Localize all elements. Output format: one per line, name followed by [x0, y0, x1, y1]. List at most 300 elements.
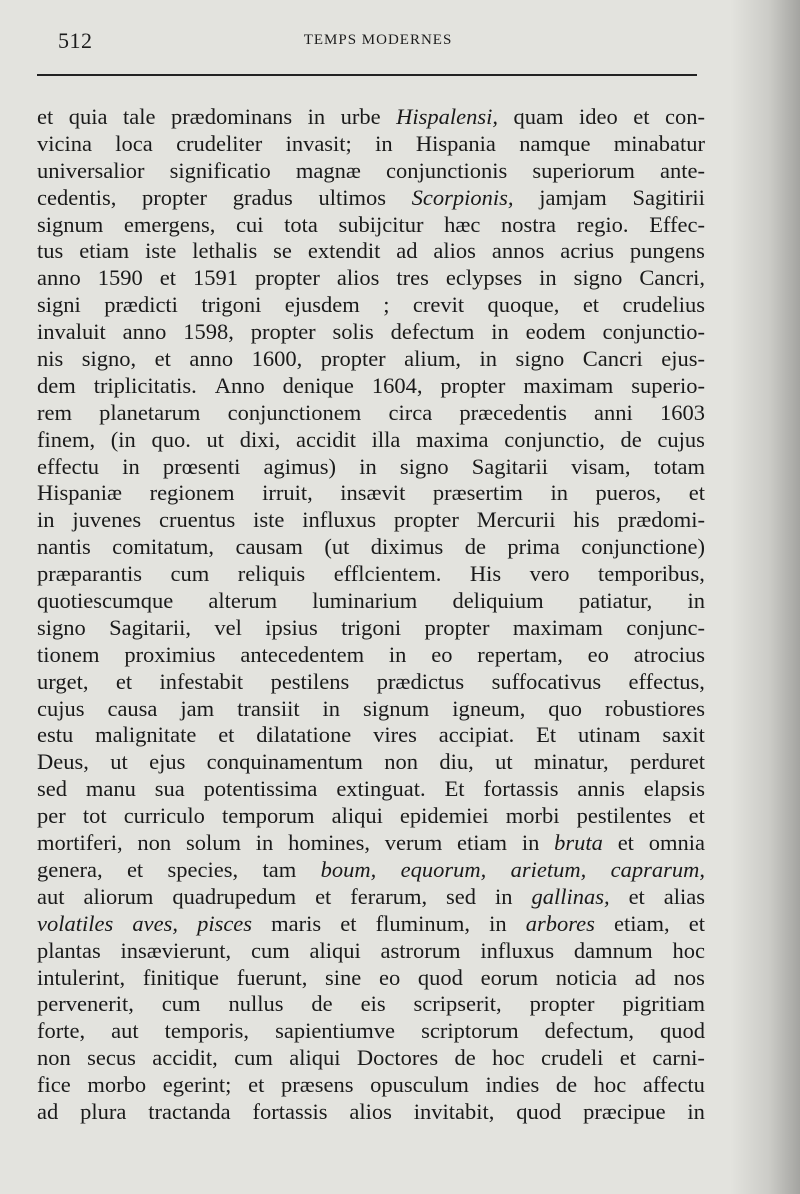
- word: robustiores: [605, 695, 705, 721]
- word: annos: [491, 238, 545, 264]
- word: iste: [145, 238, 177, 264]
- word: præsertim: [432, 480, 523, 506]
- word: volatiles: [37, 910, 114, 936]
- text-line: [37, 185, 705, 212]
- word: Sagitarii,: [109, 614, 191, 640]
- word: non: [37, 1045, 71, 1071]
- word: Anno: [214, 372, 265, 398]
- word: extendit: [307, 238, 381, 264]
- word: noticia: [555, 964, 617, 990]
- text-line: [37, 1072, 705, 1099]
- word: arietum,: [510, 856, 587, 882]
- word: curriculo: [123, 803, 205, 829]
- word: in: [521, 830, 540, 856]
- word: etiam,: [614, 910, 670, 936]
- word: solis: [332, 319, 374, 345]
- word: urget,: [37, 668, 89, 694]
- word: alios: [336, 265, 380, 291]
- word: vires: [373, 722, 417, 748]
- word: hoc: [492, 1045, 525, 1071]
- word: causam: [235, 534, 303, 560]
- text-line: [37, 158, 705, 185]
- word: in: [255, 830, 274, 856]
- word: eo: [378, 964, 401, 990]
- word: superiorum: [532, 157, 635, 183]
- word: finem,: [37, 426, 96, 452]
- word: emergens,: [123, 211, 216, 237]
- word: et: [628, 883, 645, 909]
- word: pestilentes: [576, 803, 672, 829]
- word: cruentus: [159, 507, 236, 533]
- word: opusculum: [370, 1072, 469, 1098]
- word: et: [248, 1072, 265, 1098]
- text-line: [37, 292, 705, 319]
- word: anno: [37, 265, 81, 291]
- word: temporibus,: [598, 561, 705, 587]
- word: propter: [424, 614, 490, 640]
- word: signum: [37, 211, 104, 237]
- word: annis: [577, 776, 625, 802]
- word: pisces: [197, 910, 253, 936]
- page-number: 512: [58, 28, 93, 53]
- page-header: [58, 28, 698, 64]
- word: Et: [444, 776, 465, 802]
- text-line: [37, 1099, 705, 1126]
- word: damnum: [573, 937, 653, 963]
- word: carni-: [652, 1045, 705, 1071]
- word: planetarum: [99, 399, 201, 425]
- word: bruta: [554, 830, 603, 856]
- word: accipiat.: [438, 722, 515, 748]
- text-line: [37, 857, 705, 884]
- word: invitabit,: [413, 1098, 495, 1124]
- word: signi: [37, 292, 81, 318]
- word: in: [322, 695, 341, 721]
- word: estu: [37, 722, 74, 748]
- word: sed: [37, 776, 67, 802]
- word: fluminum,: [375, 910, 471, 936]
- word: in: [375, 130, 393, 156]
- word: sapientiumve: [275, 1018, 396, 1044]
- word: proximius: [124, 641, 216, 667]
- word: alios: [349, 1098, 392, 1124]
- text-line: [37, 588, 705, 615]
- word: et: [688, 910, 705, 936]
- word: quod: [659, 1018, 705, 1044]
- word: 1598,: [183, 319, 234, 345]
- word: jamjam: [539, 184, 607, 210]
- word: Cancri,: [639, 265, 705, 291]
- text-line: [37, 319, 705, 346]
- word: non: [137, 830, 172, 856]
- word: anno: [189, 346, 234, 372]
- word: 1600,: [251, 346, 303, 372]
- word: præcedentis: [459, 399, 567, 425]
- word: aliqui: [331, 803, 383, 829]
- word: Hispaniæ: [37, 480, 123, 506]
- word: 1603: [659, 399, 705, 425]
- word: maximam: [512, 614, 603, 640]
- word: et: [37, 104, 54, 129]
- word: con-: [664, 104, 705, 129]
- word: eodem: [525, 319, 586, 345]
- text-line: [37, 991, 705, 1018]
- word: omnia: [648, 830, 705, 856]
- word: dem: [37, 372, 76, 398]
- word: et: [688, 480, 705, 506]
- word: solum: [185, 830, 241, 856]
- word: agimus): [263, 453, 337, 479]
- word: invasit;: [285, 130, 352, 156]
- word: reliquis: [237, 561, 306, 587]
- word: ferarum,: [350, 883, 428, 909]
- word: eo: [431, 641, 453, 667]
- word: ideo: [579, 104, 618, 129]
- word: insævierunt,: [120, 937, 232, 963]
- word: signo,: [81, 346, 137, 372]
- word: ad: [396, 238, 418, 264]
- word: cedentis,: [37, 184, 117, 210]
- text-line: [37, 911, 705, 938]
- word: aut: [111, 1018, 139, 1044]
- text-line: [37, 669, 705, 696]
- word: propter: [254, 265, 320, 291]
- word: se: [273, 238, 292, 264]
- word: fortassis: [252, 1098, 328, 1124]
- word: jam: [180, 695, 215, 721]
- word: in: [687, 588, 705, 614]
- word: mortiferi,: [37, 830, 123, 856]
- word: significatio: [169, 157, 271, 183]
- word: 1590: [97, 265, 143, 291]
- word: trigoni: [341, 614, 402, 640]
- text-line: [37, 830, 705, 857]
- word: et: [154, 346, 171, 372]
- word: rem: [37, 399, 72, 425]
- word: tus: [37, 238, 64, 264]
- word: nostra: [501, 211, 557, 237]
- word: finitique: [142, 964, 220, 990]
- word: in: [388, 641, 407, 667]
- word: conjunctione): [581, 534, 705, 560]
- word: nos: [673, 964, 705, 990]
- word: circa: [388, 399, 433, 425]
- word: ut: [495, 749, 513, 775]
- word: tam: [262, 856, 297, 882]
- word: hæc: [444, 211, 481, 237]
- text-line: [37, 749, 705, 776]
- word: tractanda: [148, 1098, 231, 1124]
- word: equorum,: [400, 856, 487, 882]
- word: denique: [282, 372, 354, 398]
- word: cum: [161, 991, 201, 1017]
- word: patiatur,: [578, 588, 653, 614]
- word: Hispania: [415, 130, 496, 156]
- word: alios: [433, 238, 476, 264]
- text-line: [37, 884, 705, 911]
- word: pungens: [629, 238, 705, 264]
- word: gradus: [232, 184, 293, 210]
- word: in: [489, 910, 507, 936]
- word: alterum: [208, 588, 278, 614]
- word: secus: [87, 1045, 136, 1071]
- word: vicina: [37, 130, 92, 156]
- word: in: [495, 883, 513, 909]
- text-line: [37, 561, 705, 588]
- word: diximus: [370, 534, 444, 560]
- word: cum: [250, 937, 290, 963]
- word: maximam: [523, 372, 614, 398]
- word: morbo: [87, 1072, 147, 1098]
- word: minatur,: [533, 749, 609, 775]
- word: aves,: [132, 910, 178, 936]
- text-line: [37, 373, 705, 400]
- word: et: [115, 668, 133, 694]
- word: in: [539, 265, 557, 291]
- word: totam: [653, 453, 705, 479]
- word: plura: [80, 1098, 127, 1124]
- word: cujus: [37, 695, 85, 721]
- word: minabatur: [613, 130, 705, 156]
- word: etiam: [79, 238, 130, 264]
- word: conjunctio-: [602, 319, 705, 345]
- word: dixi,: [239, 426, 281, 452]
- word: crudeli: [540, 1045, 604, 1071]
- word: crevit: [412, 292, 465, 318]
- word: superio-: [631, 372, 705, 398]
- word: triplicitatis.: [93, 372, 197, 398]
- word: maxima: [416, 426, 489, 452]
- word: transiit: [237, 695, 300, 721]
- word: de: [464, 534, 486, 560]
- word: propter: [529, 991, 595, 1017]
- text-line: [37, 454, 705, 481]
- text-line: [37, 534, 705, 561]
- word: effectu: [37, 453, 100, 479]
- word: præparantis: [37, 561, 142, 587]
- word: aliqui: [289, 1045, 341, 1071]
- word: deliquium: [452, 588, 544, 614]
- word: vero: [529, 561, 570, 587]
- word: quotiescumque: [37, 588, 174, 614]
- word: iste: [253, 507, 285, 533]
- word: defectum,: [544, 1018, 634, 1044]
- word: propter: [320, 346, 386, 372]
- word: affectu: [642, 1072, 705, 1098]
- word: quod: [516, 1098, 562, 1124]
- word: signo: [573, 265, 623, 291]
- word: (ut: [324, 534, 350, 560]
- word: luminarium: [312, 588, 418, 614]
- word: ad: [37, 1098, 59, 1124]
- word: extinguat.: [336, 776, 426, 802]
- word: influxus: [480, 937, 555, 963]
- word: signo: [399, 453, 449, 479]
- word: quod: [417, 964, 463, 990]
- word: caprarum,: [610, 856, 705, 882]
- word: conjunctionem: [227, 399, 362, 425]
- word: eis: [360, 991, 386, 1017]
- word: indies: [485, 1072, 540, 1098]
- word: arbores: [525, 910, 595, 936]
- word: lethalis: [192, 238, 258, 264]
- word: scripserit,: [413, 991, 502, 1017]
- word: Deus,: [37, 749, 89, 775]
- word: illa: [371, 426, 401, 452]
- word: in: [550, 480, 568, 506]
- word: et: [633, 104, 650, 129]
- word: Et: [536, 722, 557, 748]
- word: prædicti: [104, 292, 178, 318]
- word: cum: [170, 561, 210, 587]
- word: regionem: [149, 480, 235, 506]
- word: quo.: [151, 426, 191, 452]
- text-line: [37, 642, 705, 669]
- word: cum: [234, 1045, 273, 1071]
- word: alias: [663, 883, 705, 909]
- word: defectum: [390, 319, 475, 345]
- word: tale: [122, 104, 156, 129]
- text-line: [37, 615, 705, 642]
- word: Scorpionis,: [411, 184, 514, 210]
- word: in: [491, 319, 509, 345]
- word: prædominans: [170, 104, 293, 129]
- word: crudeliter: [176, 130, 263, 156]
- word: maris: [271, 910, 322, 936]
- word: prædomi-: [617, 507, 705, 533]
- word: et: [582, 292, 600, 318]
- word: nullus: [228, 991, 284, 1017]
- word: invaluit: [37, 319, 106, 345]
- word: conjunctio,: [504, 426, 605, 452]
- word: nis: [37, 346, 64, 372]
- word: signum: [363, 695, 430, 721]
- word: insævit: [340, 480, 406, 506]
- word: Effec-: [649, 211, 705, 237]
- word: cujus: [657, 426, 705, 452]
- word: Sagitirii: [632, 184, 705, 210]
- word: aut: [37, 883, 65, 909]
- word: juvenes: [72, 507, 142, 533]
- word: ejus-: [661, 346, 705, 372]
- word: et: [340, 910, 357, 936]
- word: quo: [548, 695, 583, 721]
- word: irruit,: [262, 480, 313, 506]
- word: propter: [440, 372, 506, 398]
- word: eorum: [480, 964, 539, 990]
- word: ultimos: [318, 184, 386, 210]
- word: manu: [85, 776, 136, 802]
- word: acrius: [560, 238, 614, 264]
- word: ;: [383, 292, 390, 318]
- word: quoque,: [487, 292, 560, 318]
- word: perduret: [629, 749, 705, 775]
- word: comitatum,: [112, 534, 215, 560]
- text-line: [37, 480, 705, 507]
- word: Hispalensi,: [396, 104, 499, 129]
- word: signo: [37, 614, 86, 640]
- word: repertam,: [477, 641, 563, 667]
- word: et: [315, 883, 332, 909]
- text-line: [37, 938, 705, 965]
- word: universalior: [37, 157, 145, 183]
- word: propter: [250, 319, 316, 345]
- text-line: [37, 965, 705, 992]
- word: ipsius: [265, 614, 318, 640]
- word: antecedentem: [240, 641, 365, 667]
- spine-shadow: [730, 0, 800, 1194]
- word: pueros,: [595, 480, 662, 506]
- text-line: [37, 400, 705, 427]
- word: crudelius: [622, 292, 705, 318]
- word: egerint;: [162, 1072, 232, 1098]
- word: de: [311, 991, 333, 1017]
- word: 1591: [192, 265, 238, 291]
- word: prædictus: [376, 668, 465, 694]
- word: ad: [634, 964, 656, 990]
- text-line: [37, 1018, 705, 1045]
- word: efflcientem.: [333, 561, 442, 587]
- text-line: [37, 212, 705, 239]
- word: ejusdem: [284, 292, 360, 318]
- word: in: [307, 104, 326, 129]
- word: saxit: [662, 722, 705, 748]
- word: conquinamentum: [206, 749, 363, 775]
- text-line: [37, 427, 705, 454]
- word: utinam: [578, 722, 641, 748]
- text-line: [37, 104, 705, 131]
- word: atrocius: [633, 641, 705, 667]
- word: in: [359, 453, 377, 479]
- word: per: [37, 803, 66, 829]
- word: pigritiam: [622, 991, 705, 1017]
- word: species,: [167, 856, 239, 882]
- word: prœsenti: [162, 453, 241, 479]
- word: prima: [507, 534, 560, 560]
- word: de: [555, 1072, 578, 1098]
- header-rule: [37, 74, 697, 76]
- word: accidit,: [152, 1045, 218, 1071]
- text-line: [37, 507, 705, 534]
- word: nantis: [37, 534, 91, 560]
- word: quia: [68, 104, 108, 129]
- word: eclypses: [445, 265, 523, 291]
- word: conjunc-: [626, 614, 705, 640]
- word: Sagitarii: [471, 453, 549, 479]
- text-line: [37, 722, 705, 749]
- word: dilatatione: [256, 722, 352, 748]
- body-text: [37, 104, 705, 1126]
- word: namque: [519, 130, 591, 156]
- word: regio.: [576, 211, 629, 237]
- word: urbe: [340, 104, 381, 129]
- text-line: [37, 696, 705, 723]
- word: Doctores: [356, 1045, 439, 1071]
- word: genera,: [37, 856, 103, 882]
- word: alium,: [404, 346, 462, 372]
- word: causa: [107, 695, 158, 721]
- word: temporis,: [164, 1018, 250, 1044]
- word: eo: [587, 641, 609, 667]
- word: morbi: [505, 803, 560, 829]
- word: visam,: [571, 453, 631, 479]
- word: subijcitur: [338, 211, 424, 237]
- word: quam: [513, 104, 564, 129]
- word: igneum,: [452, 695, 526, 721]
- word: in: [479, 346, 498, 372]
- text-line: [37, 1045, 705, 1072]
- word: non: [384, 749, 418, 775]
